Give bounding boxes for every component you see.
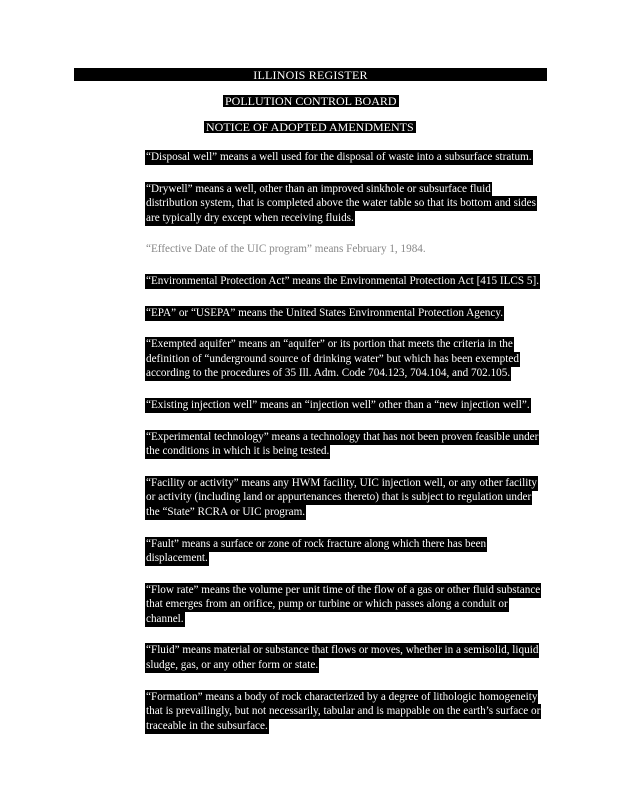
definition-existing-injection-well xyxy=(145,398,545,413)
agency-title: POLLUTION CONTROL BOARD xyxy=(225,94,397,108)
definition-text: “Disposal well” means a well used for the disposal of waste into a subsurface stratum. xyxy=(146,151,532,163)
definition-effective-date xyxy=(145,242,545,257)
definition-fluid xyxy=(145,643,545,672)
definition-drywell xyxy=(145,182,545,226)
definition-formation xyxy=(145,690,545,734)
definitions-list xyxy=(145,150,545,750)
definition-text: “Experimental technology” means a technology that has not been proven feasible under the conditions in which it is being tested. xyxy=(146,430,539,458)
definition-text: “Drywell” means a well, other than an improved sinkhole or subsurface fluid distribution system, that is completed above the water table so that its bottom and sides are typically dry except when receiving fluids. xyxy=(146,182,536,224)
definition-text: “Existing injection well” means an “injection well” other than a “new injection well”. xyxy=(146,398,530,411)
definition-facility-or-activity xyxy=(145,476,545,520)
definition-text: “Exempted aquifer” means an “aquifer” or its portion that meets the criteria in the definition of “underground source of drinking water” but which has been exempted according to the procedures of 35 Ill. Adm. Code 704.123, 704.104, and 702.105. xyxy=(146,338,519,380)
definition-text: “Effective Date of the UIC program” means February 1, 1984. xyxy=(146,243,426,256)
notice-title: NOTICE OF ADOPTED AMENDMENTS xyxy=(206,120,414,134)
register-title: ILLINOIS REGISTER xyxy=(253,68,368,82)
definition-text: “Formation” means a body of rock characterized by a degree of lithologic homogeneity that is prevailingly, but not necessarily, tabular and is mappable on the earth’s surface or traceable in the subsurface. xyxy=(146,690,541,732)
definition-disposal-well xyxy=(145,150,545,165)
definition-text: “Environmental Protection Act” means the Environmental Protection Act [415 ILCS 5]. xyxy=(146,274,540,287)
definition-fault xyxy=(145,537,545,566)
definition-epa xyxy=(145,306,545,321)
definition-text: “Flow rate” means the volume per unit time of the flow of a gas or other fluid substance that emerges from an orifice, pump or turbine or which passes along a conduit or channel. xyxy=(146,583,541,625)
register-header-bar xyxy=(74,69,547,81)
definition-text: “Fault” means a surface or zone of rock fracture along which there has been displacement. xyxy=(146,537,487,565)
definition-environmental-protection-act xyxy=(145,274,545,289)
definition-flow-rate xyxy=(145,583,545,627)
definition-experimental-technology xyxy=(145,430,545,459)
definition-text: “Facility or activity” means any HWM facility, UIC injection well, or any other facility or activity (including land or appurtenances thereto) that is subject to regulation under the “State” RCRA or UIC program. xyxy=(146,476,538,518)
definition-text: “Fluid” means material or substance that flows or moves, whether in a semisolid, liquid sludge, gas, or any other form or state. xyxy=(146,644,539,672)
definition-text: “EPA” or “USEPA” means the United States Environmental Protection Agency. xyxy=(146,306,504,319)
definition-exempted-aquifer xyxy=(145,337,545,381)
